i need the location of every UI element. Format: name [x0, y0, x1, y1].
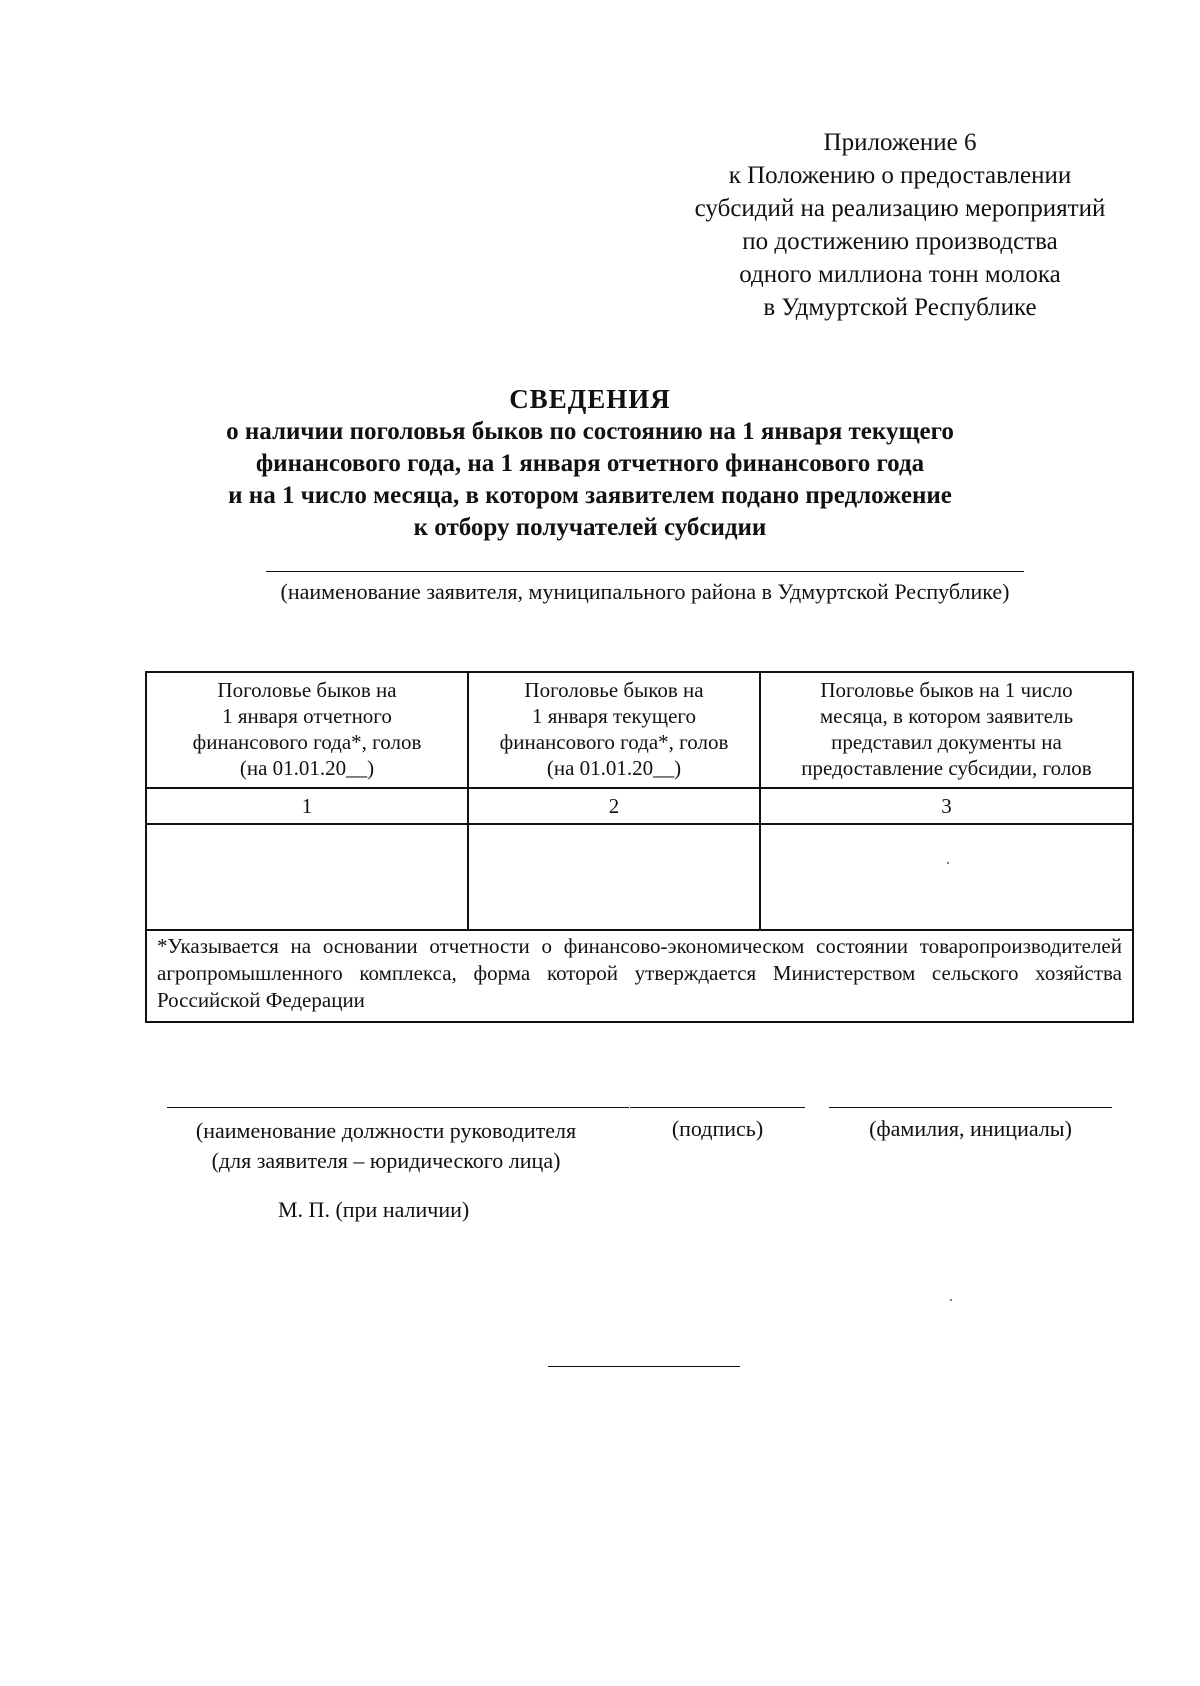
livestock-table: [145, 671, 1134, 1023]
table-header-row: [146, 672, 1133, 788]
appendix-line: одного миллиона тонн молока: [739, 261, 1061, 288]
appendix-line: в Удмуртской Республике: [763, 294, 1037, 321]
column-number-row: [146, 788, 1133, 824]
appendix-line: к Положению о предоставлении: [728, 162, 1072, 189]
header-line: (на 01.01.20__): [546, 756, 682, 780]
position-line: [167, 1107, 629, 1108]
appendix-line: субсидий на реализацию мероприятий: [694, 195, 1106, 222]
document-title: [150, 382, 1030, 544]
title-line: о наличии поголовья быков по состоянию на 1 января текущего: [226, 418, 954, 445]
title-main: СВЕДЕНИЯ: [509, 384, 671, 414]
appendix-title: Приложение 6: [823, 129, 977, 156]
header-line: Поголовье быков на: [524, 678, 704, 702]
header-line: 1 января отчетного: [222, 704, 392, 728]
header-line: предоставление субсидии, голов: [801, 756, 1092, 780]
position-caption-line: (наименование должности руководителя: [195, 1118, 577, 1143]
title-line: к отбору получателей субсидии: [413, 514, 767, 541]
stamp-place: М. П. (при наличии): [278, 1197, 470, 1222]
applicant-name-line: [266, 571, 1024, 572]
column-number: 2: [468, 788, 760, 824]
header-line: Поголовье быков на: [217, 678, 397, 702]
appendix-line: по достижению производства: [742, 228, 1058, 255]
header-cell-submission-month: [760, 672, 1133, 788]
header-line: представил документы на: [831, 730, 1062, 754]
scan-speck: [950, 1299, 952, 1301]
value-cell-current-year[interactable]: [468, 824, 760, 930]
scan-speck: [947, 862, 949, 864]
value-cell-reporting-year[interactable]: [146, 824, 468, 930]
end-of-document-line: [548, 1366, 740, 1367]
signature-line: [630, 1107, 805, 1108]
appendix-header: [640, 126, 1160, 324]
name-caption: (фамилия, инициалы): [869, 1116, 1072, 1141]
title-line: финансового года, на 1 января отчетного финансового года: [255, 450, 925, 477]
signature-caption: (подпись): [671, 1116, 764, 1141]
footnote-text: *Указывается на основании отчетности о финансово-экономическом состоянии товаропроизводителей агропромышленного комплекса, форма которой утверждается Министерством сельского хозяйства Российской Федерации: [146, 930, 1133, 1022]
header-line: Поголовье быков на 1 число: [820, 678, 1073, 702]
header-line: 1 января текущего: [531, 704, 696, 728]
header-cell-current-year: [468, 672, 760, 788]
name-line: [829, 1107, 1112, 1108]
title-line: и на 1 число месяца, в котором заявителем подано предложение: [228, 482, 952, 509]
column-number: 1: [146, 788, 468, 824]
header-line: месяца, в котором заявитель: [819, 704, 1074, 728]
position-caption-line: (для заявителя – юридического лица): [211, 1148, 561, 1173]
position-caption: [167, 1116, 605, 1176]
applicant-caption: (наименование заявителя, муниципального района в Удмуртской Республике): [280, 579, 1010, 604]
header-cell-reporting-year: [146, 672, 468, 788]
header-line: финансового года*, голов: [192, 730, 422, 754]
column-number: 3: [760, 788, 1133, 824]
table-row: [146, 824, 1133, 930]
header-line: (на 01.01.20__): [239, 756, 375, 780]
header-line: финансового года*, голов: [499, 730, 729, 754]
footnote-row: [146, 930, 1133, 1022]
value-cell-submission-month[interactable]: [760, 824, 1133, 930]
